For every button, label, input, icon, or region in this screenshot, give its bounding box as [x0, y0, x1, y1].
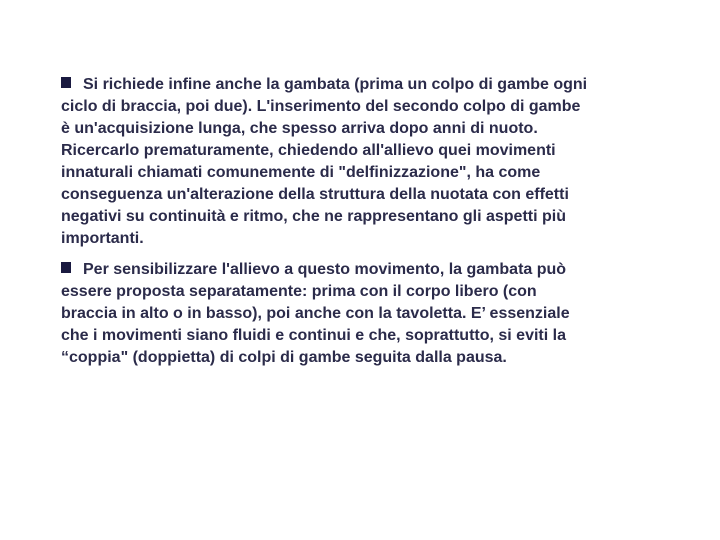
bullet-text: Si richiede infine anche la gambata (prima un colpo di gambe ogni ciclo di braccia, poi due). L'inserimento del secondo colpo di gambe è un'acquisizione lunga, che spesso arriva dopo anni di nuoto. Ricercarlo prematuramente, chiedendo all'allievo quei movimenti innaturali chiamati comunemente di "delfinizzazione", ha come conseguenza un'alterazione della struttura della nuotata con effetti negativi su continuità e ritmo, che ne rappresentano gli aspetti più importanti. [61, 76, 588, 247]
bullet-paragraph-1 [61, 74, 661, 250]
square-bullet-icon [61, 77, 71, 88]
bullet-paragraph-2 [61, 259, 661, 369]
square-bullet-icon [61, 262, 71, 273]
bullet-text: Per sensibilizzare l'allievo a questo movimento, la gambata può essere proposta separatamente: prima con il corpo libero (con braccia in alto o in basso), poi anche con la tavoletta. E’ essenziale che i movimenti siano fluidi e continui e che, soprattutto, si eviti la “coppia" (doppietta) di colpi di gambe seguita dalla pausa. [61, 261, 570, 366]
